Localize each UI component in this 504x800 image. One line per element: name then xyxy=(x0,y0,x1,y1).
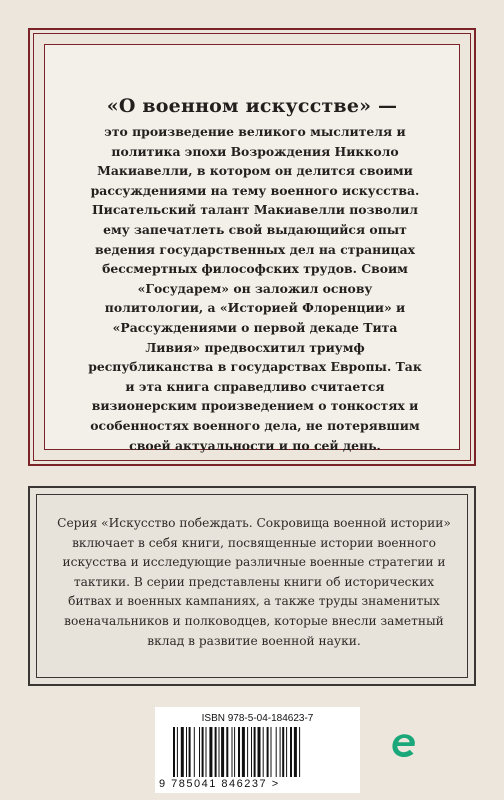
book-title-line: «О военном искусстве» — xyxy=(106,95,398,117)
isbn-text: ISBN 978-5-04-184623-7 xyxy=(201,713,314,724)
series-description: Серия «Искусство побеждать. Сокровища военной истории» включает в себя книги, посвященные истории военного искусства и исследующие различные военные стратегии и тактики. В серии представлены книги об исторических битвах и военных кампаниях, а также труды знаменитых военачальников и полководцев, которые внесли заметный вклад в развитие военной науки. xyxy=(57,516,451,648)
barcode-digits: 9 785041 846237 > xyxy=(159,778,280,790)
publisher-logo-icon xyxy=(385,727,423,765)
annotation-paragraph-1: это произведение великого мыслителя и политика эпохи Возрождения Никколо Макиавелли, в котором он делится своими рассуждениями на тему военного искусства. xyxy=(90,124,420,198)
annotation-text xyxy=(88,122,422,455)
barcode-label xyxy=(155,707,360,793)
barcode-bars xyxy=(173,727,343,779)
annotation-paragraph-2: Писательский талант Макиавелли позволил ему запечатлеть свой выдающийся опыт ведения государственных дел на страницах бессмертных философских трудов. Своим «Государем» он заложил основу политологии, а «Историей Флоренции» и «Рассуждениями о первой декаде Тита Ливия» предвосхитил триумф республиканства в государствах Европы. Так и эта книга справедливо считается визионерским произведением о тонкостях и особенностях военного дела, не потерявшим своей актуальности и по сей день. xyxy=(88,202,422,453)
